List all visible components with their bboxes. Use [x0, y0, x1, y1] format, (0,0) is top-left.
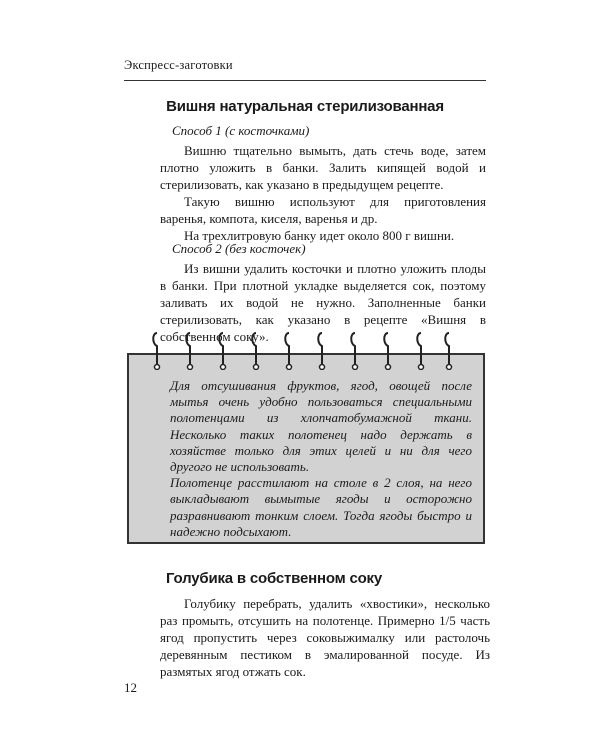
- method2-label: Способ 2 (без косточек): [172, 241, 306, 256]
- paragraph: Полотенце расстилают на столе в 2 слоя, на него выкладывают вымытые ягоды и осторожно разравнивают тонким слоем. Тогда ягоды быстро и надежно подсыхают.: [170, 475, 472, 539]
- page-number: 12: [124, 680, 137, 695]
- running-head: Экспресс-заготовки: [124, 58, 233, 72]
- method1-label: Способ 1 (с косточками): [172, 123, 310, 138]
- tip-text: [170, 378, 472, 540]
- recipe-title-blueberry: Голубика в собственном соку: [165, 570, 383, 587]
- paragraph: Для отсушивания фруктов, ягод, овощей после мытья очень удобно пользоваться специальными полотенцами из хлопчатобумажной ткани. Несколько таких полотенец надо держать в хозяйстве только для этих целей и ни для чего другого не использовать.: [170, 378, 472, 475]
- paragraph: На трехлитровую банку идет около 800 г вишни.: [184, 228, 455, 243]
- paragraph: Вишню тщательно вымыть, дать стечь воде, затем плотно уложить в банки. Залить кипящей водой и стерилизовать, как указано в предыдущем рецепте.: [160, 143, 486, 192]
- blueberry-text: [160, 595, 490, 680]
- paragraph: Голубику перебрать, удалить «хвостики», несколько раз промыть, отсушить на полотенце. Примерно 1/5 часть ягод пропустить через соковыжималку или растолочь деревянным пестиком в эмалированной посуде. Из размятых ягод отжать сок.: [160, 596, 490, 679]
- spiral-binding-icon: [140, 330, 460, 370]
- header-rule: [124, 80, 486, 81]
- paragraph: Такую вишню используют для приготовления варенья, компота, киселя, варенья и др.: [160, 194, 486, 226]
- recipe-title-cherry: Вишня натуральная стерилизованная: [166, 98, 444, 115]
- paragraph: Из вишни удалить косточки и плотно уложить плоды в банки. При плотной укладке выделяется сок, поэтому заливать их водой не нужно. Заполненные банки стерилизовать, как указано в рецепте «Вишня в собственном соку».: [160, 261, 486, 344]
- method1-text: [160, 142, 486, 244]
